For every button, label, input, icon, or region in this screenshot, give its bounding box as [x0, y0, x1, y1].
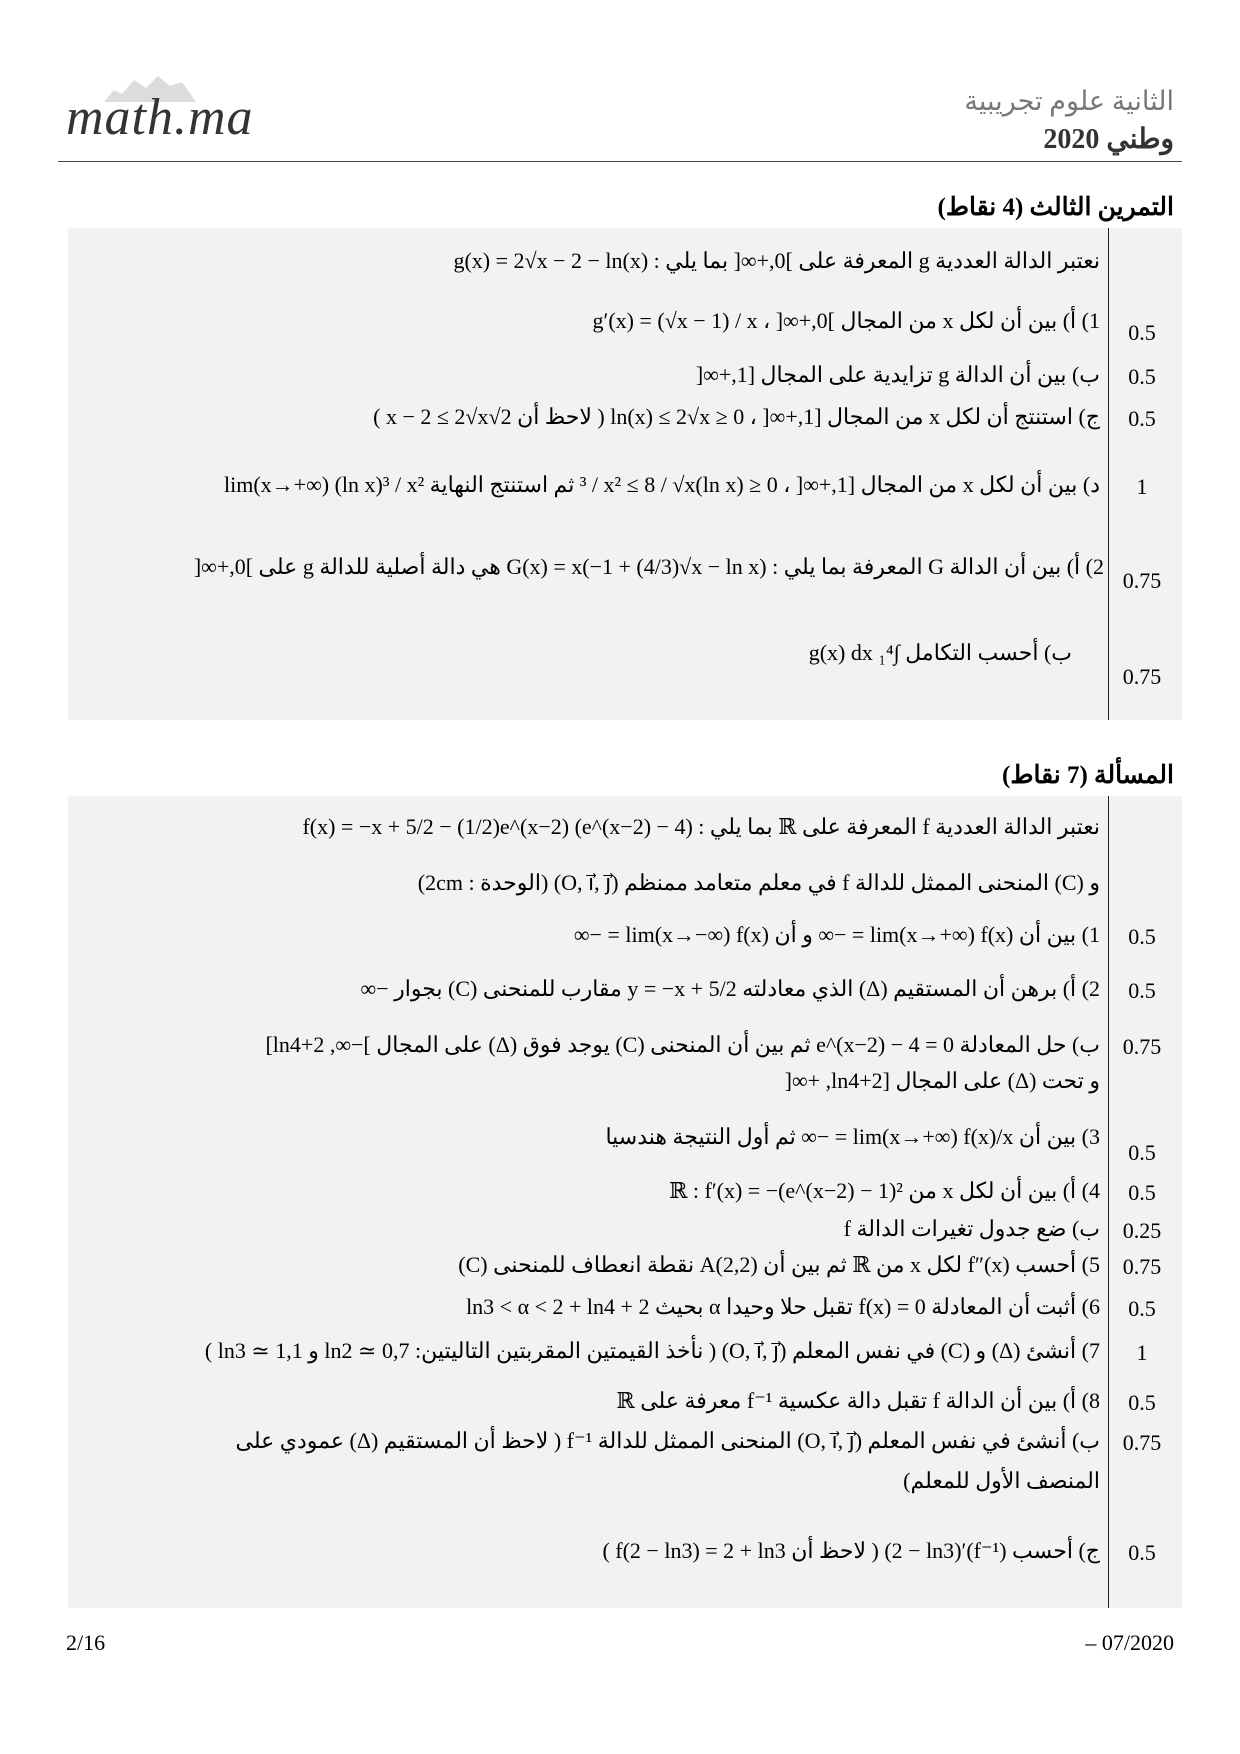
problem-row-text: ج) أحسب (f⁻¹)′(2 − ln3) ( لاحظ أن f(2 − ln3) = 2 + ln3 ) — [602, 1538, 1100, 1563]
problem-row — [68, 806, 1182, 846]
problem-row-mark: 0.5 — [1128, 1140, 1156, 1165]
exercise3-row-text: ب) بين أن الدالة g تزايدية على المجال [1,+∞[ — [695, 362, 1100, 387]
problem-row-text: 3) بين أن lim(x→+∞) f(x)/x = −∞ ثم أول النتيجة هندسيا — [605, 1124, 1100, 1149]
problem-row — [68, 1116, 1182, 1165]
exercise3-row-mark: 1 — [1136, 474, 1148, 499]
problem-row — [68, 914, 1182, 954]
problem-title: المسألة (7 نقاط) — [1002, 762, 1174, 789]
problem-row-mark: 0.5 — [1128, 1390, 1156, 1415]
problem-row-text: نعتبر الدالة العددية f المعرفة على ℝ بما يلي : f(x) = −x + 5/2 − (1/2)e^(x−2) (e^(x−2) − 4) — [302, 814, 1100, 839]
problem-row — [68, 1530, 1182, 1570]
problem-box — [68, 796, 1182, 1608]
problem-row-text: 1) بين أن lim(x→+∞) f(x) = −∞ و أن lim(x→−∞) f(x) = −∞ — [573, 922, 1100, 947]
problem-row-text: و (C) المنحنى الممثل للدالة f في معلم متعامد ممنظم (O, i⃗, j⃗) (الوحدة : 2cm) — [417, 870, 1100, 895]
problem-row-mark: 0.5 — [1128, 1180, 1156, 1205]
site-logo: math.ma — [66, 89, 254, 146]
exercise3-row — [68, 354, 1182, 394]
problem-row-text: 8) أ) بين أن الدالة f تقبل دالة عكسية f⁻¹ معرفة على ℝ — [616, 1388, 1100, 1413]
problem-row — [68, 1330, 1182, 1370]
problem-row-mark: 0.5 — [1128, 978, 1156, 1003]
exercise3-row — [68, 300, 1182, 345]
exercise3-row-text: ج) استنتج أن لكل x من المجال [1,+∞[ ، 0 ≤ ln(x) ≤ 2√x ( لاحظ أن 2√x − 2 ≤ 2√x ) — [373, 404, 1100, 429]
exercise3-row-text: 2) أ) بين أن الدالة G المعرفة بما يلي : G(x) = x(−1 + (4/3)√x − ln x) هي دالة أصلية للدالة g على ]0,+∞[ — [193, 554, 1104, 579]
problem-row-mark: 0.75 — [1122, 1430, 1162, 1455]
exercise3-row — [68, 632, 1182, 689]
page-number: 2/16 — [66, 1630, 106, 1655]
problem-row — [68, 1420, 1182, 1460]
exam-session: وطني 2020 — [1043, 124, 1174, 155]
problem-row-text: ب) ضع جدول تغيرات الدالة f — [843, 1216, 1100, 1241]
exercise3-row-mark: 0.5 — [1128, 406, 1156, 431]
exercise3-row — [68, 240, 1182, 280]
exercise3-row — [68, 464, 1182, 504]
problem-row-text: 7) أنشئ (Δ) و (C) في نفس المعلم (O, i⃗, j⃗) ( نأخذ القيمتين المقربتين التاليتين: ln2 ≃ 0,7 و ln3 ≃ 1,1 ) — [204, 1338, 1100, 1363]
exercise3-box — [68, 228, 1182, 720]
problem-row-mark: 1 — [1136, 1340, 1148, 1365]
problem-row — [68, 1460, 1182, 1500]
exam-level: الثانية علوم تجريبية — [964, 86, 1174, 116]
exercise3-row-mark: 0.5 — [1128, 364, 1156, 389]
exercise3-row-mark: 0.75 — [1122, 568, 1162, 593]
problem-row — [68, 1060, 1182, 1100]
exercise3-row-text: ب) أحسب التكامل ∫₁⁴ g(x) dx — [808, 640, 1072, 665]
footer-date: – 07/2020 — [1085, 1630, 1174, 1655]
exercise3-row-mark: 0.75 — [1122, 664, 1162, 689]
problem-row-text: 6) أثبت أن المعادلة f(x) = 0 تقبل حلا وحيدا α بحيث 2 + ln3 < α < 2 + ln4 — [466, 1294, 1100, 1319]
problem-row-text: المنصف الأول للمعلم) — [903, 1468, 1100, 1493]
problem-row — [68, 1170, 1182, 1210]
problem-row — [68, 1208, 1182, 1248]
exercise3-row-text: نعتبر الدالة العددية g المعرفة على ]0,+∞[ بما يلي : g(x) = 2√x − 2 − ln(x) — [453, 248, 1100, 273]
problem-row — [68, 1286, 1182, 1326]
problem-row-mark: 0.25 — [1122, 1218, 1162, 1243]
problem-row — [68, 1024, 1182, 1064]
problem-row-text: 5) أحسب f″(x) لكل x من ℝ ثم بين أن A(2,2) نقطة انعطاف للمنحنى (C) — [458, 1252, 1100, 1277]
problem-row — [68, 862, 1182, 902]
problem-row-mark: 0.5 — [1128, 1540, 1156, 1565]
exercise3-row-text: 1) أ) بين أن لكل x من المجال ]0,+∞[ ، g′(x) = (√x − 1) / x — [592, 308, 1100, 333]
problem-row-text: ب) أنشئ في نفس المعلم (O, i⃗, j⃗) المنحنى الممثل للدالة f⁻¹ ( لاحظ أن المستقيم (Δ) عمودي على — [235, 1428, 1100, 1453]
problem-row-text: 2) أ) برهن أن المستقيم (Δ) الذي معادلته y = −x + 5/2 مقارب للمنحنى (C) بجوار −∞ — [360, 976, 1100, 1001]
header-divider — [58, 161, 1182, 162]
problem-row-mark: 0.5 — [1128, 1296, 1156, 1321]
problem-row — [68, 1380, 1182, 1420]
exercise3-row — [68, 546, 1182, 593]
exercise3-row-text: د) بين أن لكل x من المجال [1,+∞[ ، 0 ≤ (ln x)³ / x² ≤ 8 / √x ثم استنتج النهاية lim(x→+∞) (ln x)³ / x² — [224, 472, 1100, 497]
exercise3-row-mark: 0.5 — [1128, 320, 1156, 345]
problem-row-text: ب) حل المعادلة e^(x−2) − 4 = 0 ثم بين أن المنحنى (C) يوجد فوق (Δ) على المجال ]−∞, 2+ln4] — [265, 1032, 1100, 1057]
problem-row-mark: 0.5 — [1128, 924, 1156, 949]
problem-row — [68, 1244, 1182, 1284]
problem-row — [68, 968, 1182, 1008]
problem-row-text: و تحت (Δ) على المجال [2+ln4, +∞[ — [784, 1068, 1100, 1093]
problem-row-mark: 0.75 — [1122, 1034, 1162, 1059]
problem-row-text: 4) أ) بين أن لكل x من ℝ : f′(x) = −(e^(x−2) − 1)² — [669, 1178, 1100, 1203]
problem-row-mark: 0.75 — [1122, 1254, 1162, 1279]
exercise3-row — [68, 396, 1182, 436]
exercise3-title: التمرين الثالث (4 نقاط) — [937, 194, 1174, 221]
